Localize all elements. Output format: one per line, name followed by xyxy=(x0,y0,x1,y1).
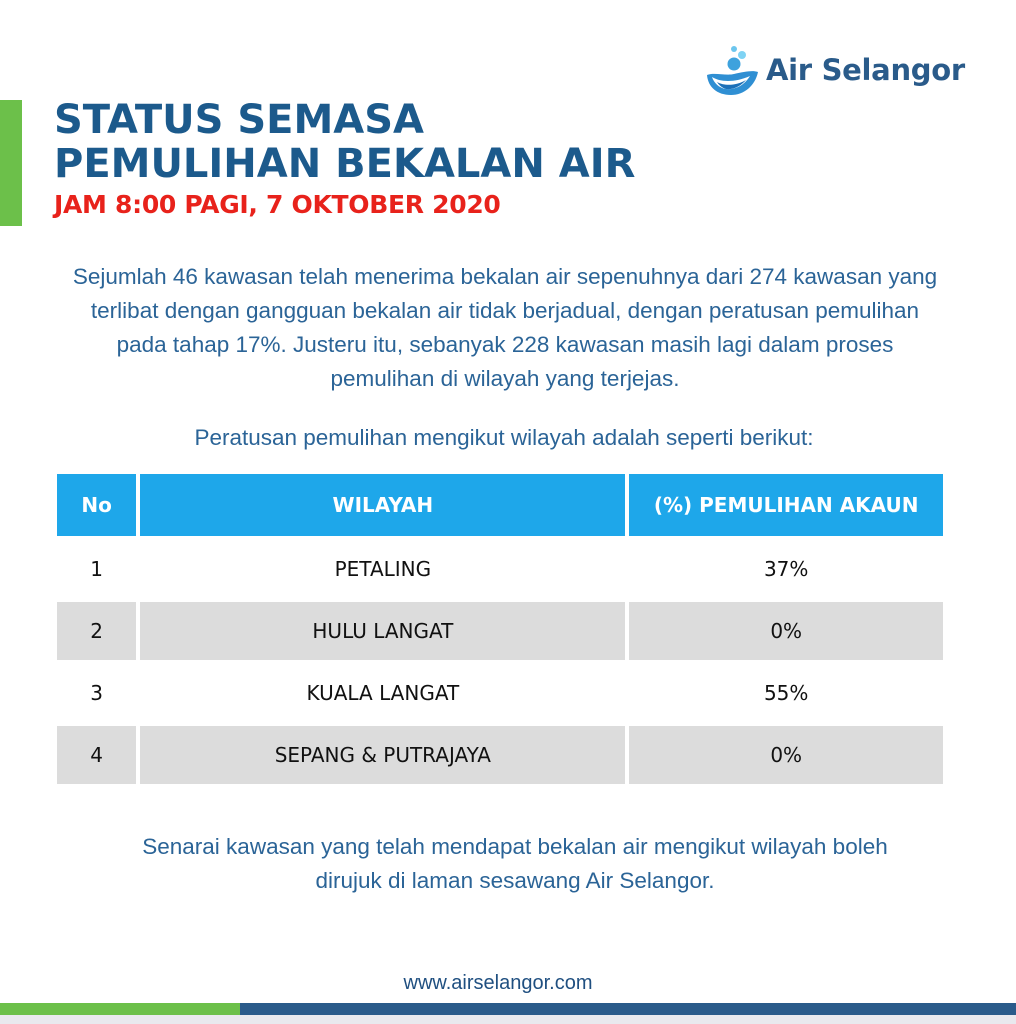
title-line-2: PEMULIHAN BEKALAN AIR xyxy=(54,141,636,187)
closing-line: dirujuk di laman sesawang Air Selangor. xyxy=(315,868,715,893)
row-pemulihan: 0% xyxy=(629,726,943,784)
recovery-table xyxy=(53,470,947,788)
closing-paragraph xyxy=(0,830,1016,898)
header-wilayah: WILAYAH xyxy=(140,474,625,536)
footer-color-bar xyxy=(0,1003,1016,1015)
header-no: No xyxy=(57,474,136,536)
row-wilayah: HULU LANGAT xyxy=(140,602,625,660)
table-row xyxy=(57,540,943,598)
title-line-1: STATUS SEMASA xyxy=(54,97,424,143)
intro-line: Sejumlah 46 kawasan telah menerima bekalan air sepenuhnya dari 274 kawasan yang xyxy=(72,264,938,289)
header-pemulihan: (%) PEMULIHAN AKAUN xyxy=(629,474,943,536)
page-bottom-edge xyxy=(0,1015,1016,1024)
intro-line: pada tahap 17%. Justeru itu, sebanyak 228 kawasan masih lagi dalam proses xyxy=(116,332,894,357)
row-no: 4 xyxy=(57,726,136,784)
timestamp-subtitle: JAM 8:00 PAGI, 7 OKTOBER 2020 xyxy=(54,190,501,219)
closing-line: Senarai kawasan yang telah mendapat bekalan air mengikut wilayah boleh xyxy=(142,834,888,859)
table-row xyxy=(57,664,943,722)
table-row xyxy=(57,602,943,660)
green-accent-bar xyxy=(0,100,22,226)
row-wilayah: KUALA LANGAT xyxy=(306,681,460,705)
row-wilayah: SEPANG & PUTRAJAYA xyxy=(140,726,625,784)
table-lead-text: Peratusan pemulihan mengikut wilayah adalah seperti berikut: xyxy=(194,425,814,450)
water-drop-icon xyxy=(704,42,760,98)
row-no: 2 xyxy=(57,602,136,660)
intro-line: terlibat dengan gangguan bekalan air tidak berjadual, dengan peratusan pemulihan xyxy=(90,298,920,323)
air-selangor-logo xyxy=(704,40,965,100)
row-no: 3 xyxy=(90,681,104,705)
row-pemulihan: 37% xyxy=(763,557,809,581)
row-wilayah: PETALING xyxy=(334,557,432,581)
table-row xyxy=(57,726,943,784)
website-url: www.airselangor.com xyxy=(403,972,593,994)
brand-name: Air Selangor xyxy=(766,53,965,87)
intro-line: pemulihan di wilayah yang terjejas. xyxy=(330,366,680,391)
page-title xyxy=(54,98,635,186)
footer-blue-segment xyxy=(240,1003,1016,1015)
table-header-row xyxy=(57,474,943,536)
footer-green-segment xyxy=(0,1003,240,1015)
row-pemulihan: 0% xyxy=(629,602,943,660)
row-pemulihan: 55% xyxy=(763,681,809,705)
row-no: 1 xyxy=(90,557,104,581)
intro-paragraph xyxy=(30,260,980,396)
